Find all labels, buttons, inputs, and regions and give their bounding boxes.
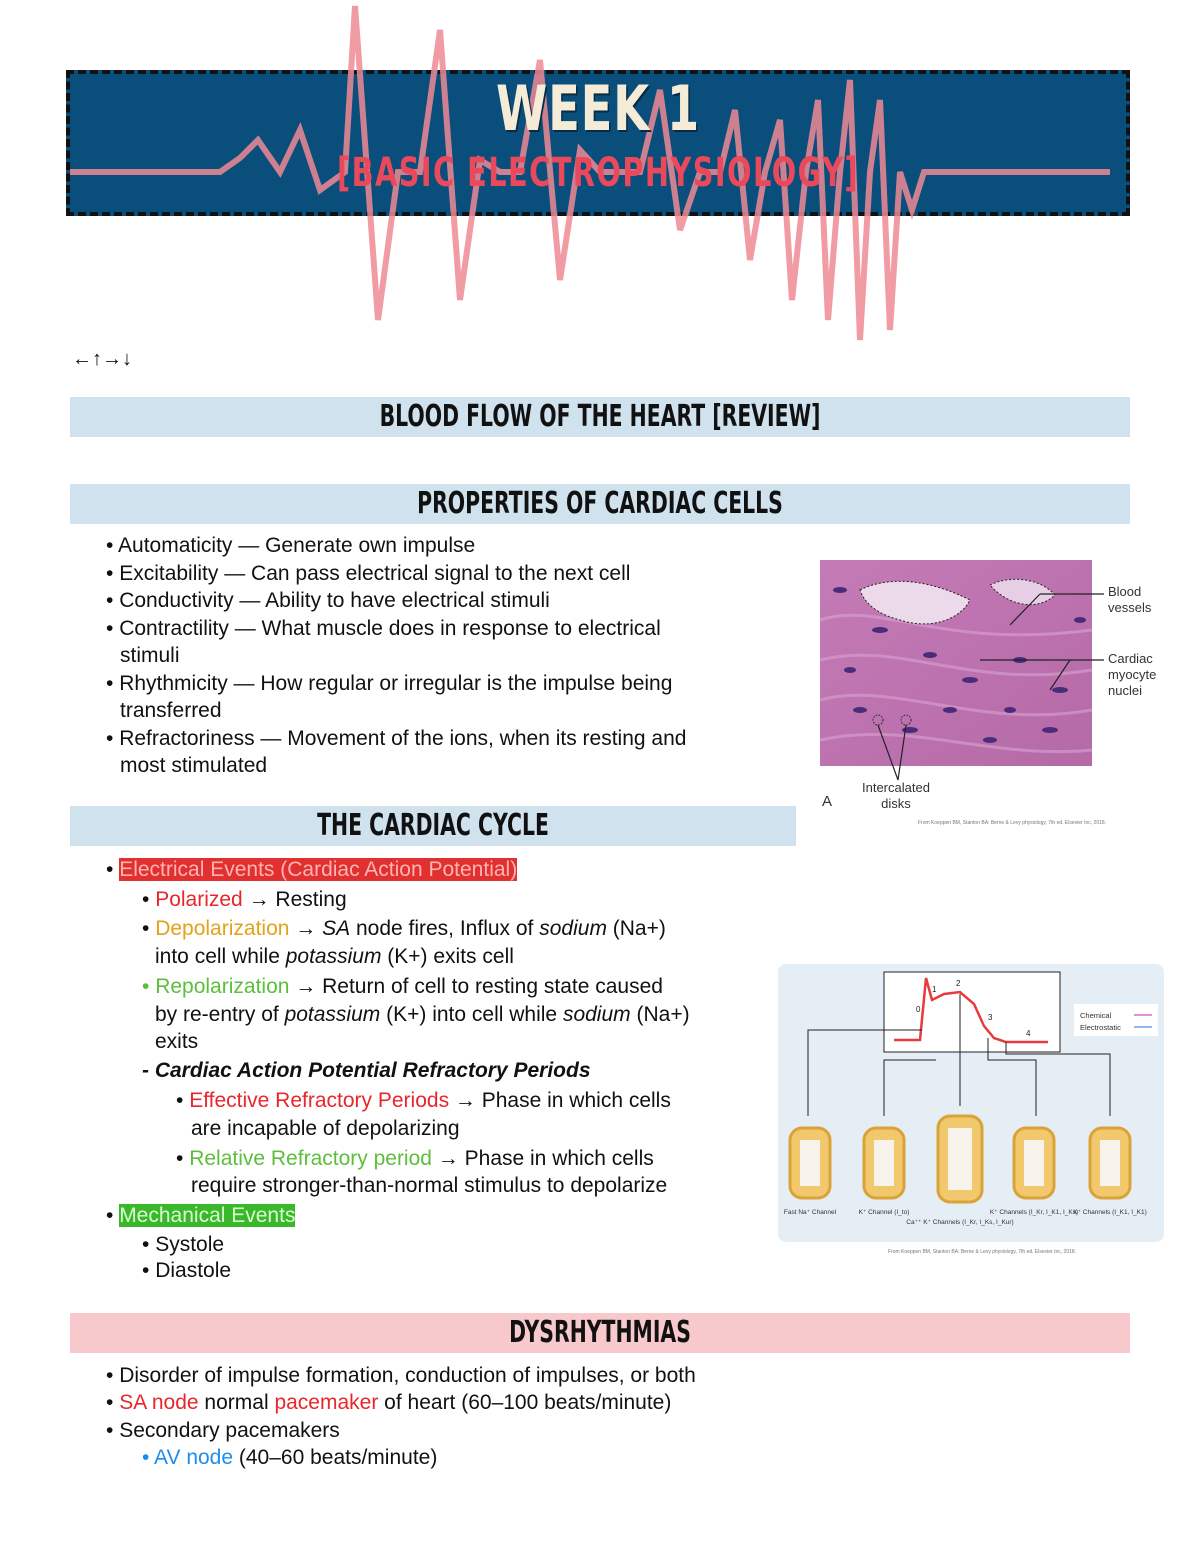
list-item: • Mechanical Events — [106, 1204, 296, 1227]
section-title: DYSRHYTHMIAS — [509, 1315, 691, 1350]
legend-label: Chemical — [1080, 1011, 1112, 1020]
section-dysrhythmias — [70, 1313, 1130, 1353]
page-title: WEEK 1 — [496, 72, 700, 145]
channel-caption: Ca⁺⁺ K⁺ Channels (I_Kr, I_Ks, I_Kur) — [906, 1219, 1014, 1226]
phase-label: 1 — [932, 985, 937, 994]
list-item: • Repolarization → Return of cell to resting state caused — [142, 975, 663, 998]
list-item-continued: exits — [155, 1030, 199, 1053]
phase-label: 3 — [988, 1013, 993, 1022]
action-potential-diagram — [778, 964, 1164, 1242]
page-subtitle: [BASIC ELECTROPHYSIOLOGY] — [337, 150, 859, 196]
list-item: • AV node (40–60 beats/minute) — [142, 1446, 438, 1469]
list-item: • Rhythmicity — How regular or irregular is the impulse being — [106, 672, 673, 695]
phase-label: 4 — [1026, 1029, 1031, 1038]
list-item-continued: stimuli — [120, 644, 180, 667]
list-item: • Polarized → Resting — [142, 888, 347, 911]
list-item: • Disorder of impulse formation, conduction of impulses, or both — [106, 1364, 696, 1387]
figure-credit: From Koeppen BM, Stanton BA: Berne & Levy physiology, 7th ed. Elsevier Inc, 2018. — [888, 1249, 1077, 1255]
list-item-continued: are incapable of depolarizing — [191, 1117, 460, 1140]
section-title: BLOOD FLOW OF THE HEART [REVIEW] — [379, 399, 821, 434]
list-item: • Systole — [142, 1233, 225, 1256]
phase-label: 0 — [916, 1005, 921, 1014]
list-item: • SA node normal pacemaker of heart (60–100 beats/minute) — [106, 1391, 672, 1414]
section-cardiac-cycle — [70, 806, 796, 846]
list-item: • Diastole — [142, 1259, 232, 1282]
figure-label: Cardiac myocyte nuclei — [1108, 651, 1157, 698]
figure-label: Intercalated disks — [862, 780, 930, 811]
list-item: • Secondary pacemakers — [106, 1419, 340, 1442]
list-item: • Relative Refractory period → Phase in which cells — [176, 1147, 654, 1170]
channel-caption: Fast Na⁺ Channel — [783, 1209, 837, 1216]
list-item: • Conductivity — Ability to have electrical stimuli — [106, 589, 550, 612]
subheading: - Cardiac Action Potential Refractory Periods — [142, 1059, 591, 1082]
list-item: • Automaticity — Generate own impulse — [106, 534, 476, 557]
channel-caption: K⁺ Channels (I_K1, I_K1) — [1073, 1209, 1147, 1216]
figure-credit: From Koeppen BM, Stanton BA: Berne & Levy physiology, 7th ed. Elsevier Inc, 2018. — [918, 820, 1107, 826]
list-item: • Depolarization → SA node fires, Influx of sodium (Na+) — [142, 917, 666, 940]
list-item: • Effective Refractory Periods → Phase in which cells — [176, 1089, 671, 1112]
section-title: PROPERTIES OF CARDIAC CELLS — [417, 486, 783, 521]
legend-label: Electrostatic — [1080, 1023, 1121, 1032]
phase-label: 2 — [956, 979, 961, 988]
list-item-continued: require stronger-than-normal stimulus to depolarize — [191, 1174, 668, 1197]
list-item: • Excitability — Can pass electrical signal to the next cell — [106, 562, 631, 585]
list-item-continued: transferred — [120, 699, 222, 722]
channel-caption: K⁺ Channels (I_Kr, I_K1, I_Ks) — [989, 1209, 1079, 1216]
list-item-continued: by re-entry of potassium (K+) into cell while sodium (Na+) — [155, 1003, 690, 1026]
list-item: • Contractility — What muscle does in response to electrical — [106, 617, 661, 640]
list-item: • Electrical Events (Cardiac Action Potential) — [106, 858, 518, 881]
list-item-continued: into cell while potassium (K+) exits cell — [155, 945, 514, 968]
figure-label: Blood vessels — [1108, 584, 1152, 615]
section-title: THE CARDIAC CYCLE — [317, 808, 549, 843]
list-item: • Refractoriness — Movement of the ions, when its resting and — [106, 727, 687, 750]
channel-caption: K⁺ Channel (I_to) — [858, 1209, 910, 1216]
list-item-continued: most stimulated — [120, 754, 268, 777]
figure-panel-label: A — [822, 793, 833, 810]
arrow-symbols: ←↑→↓ — [72, 348, 132, 370]
